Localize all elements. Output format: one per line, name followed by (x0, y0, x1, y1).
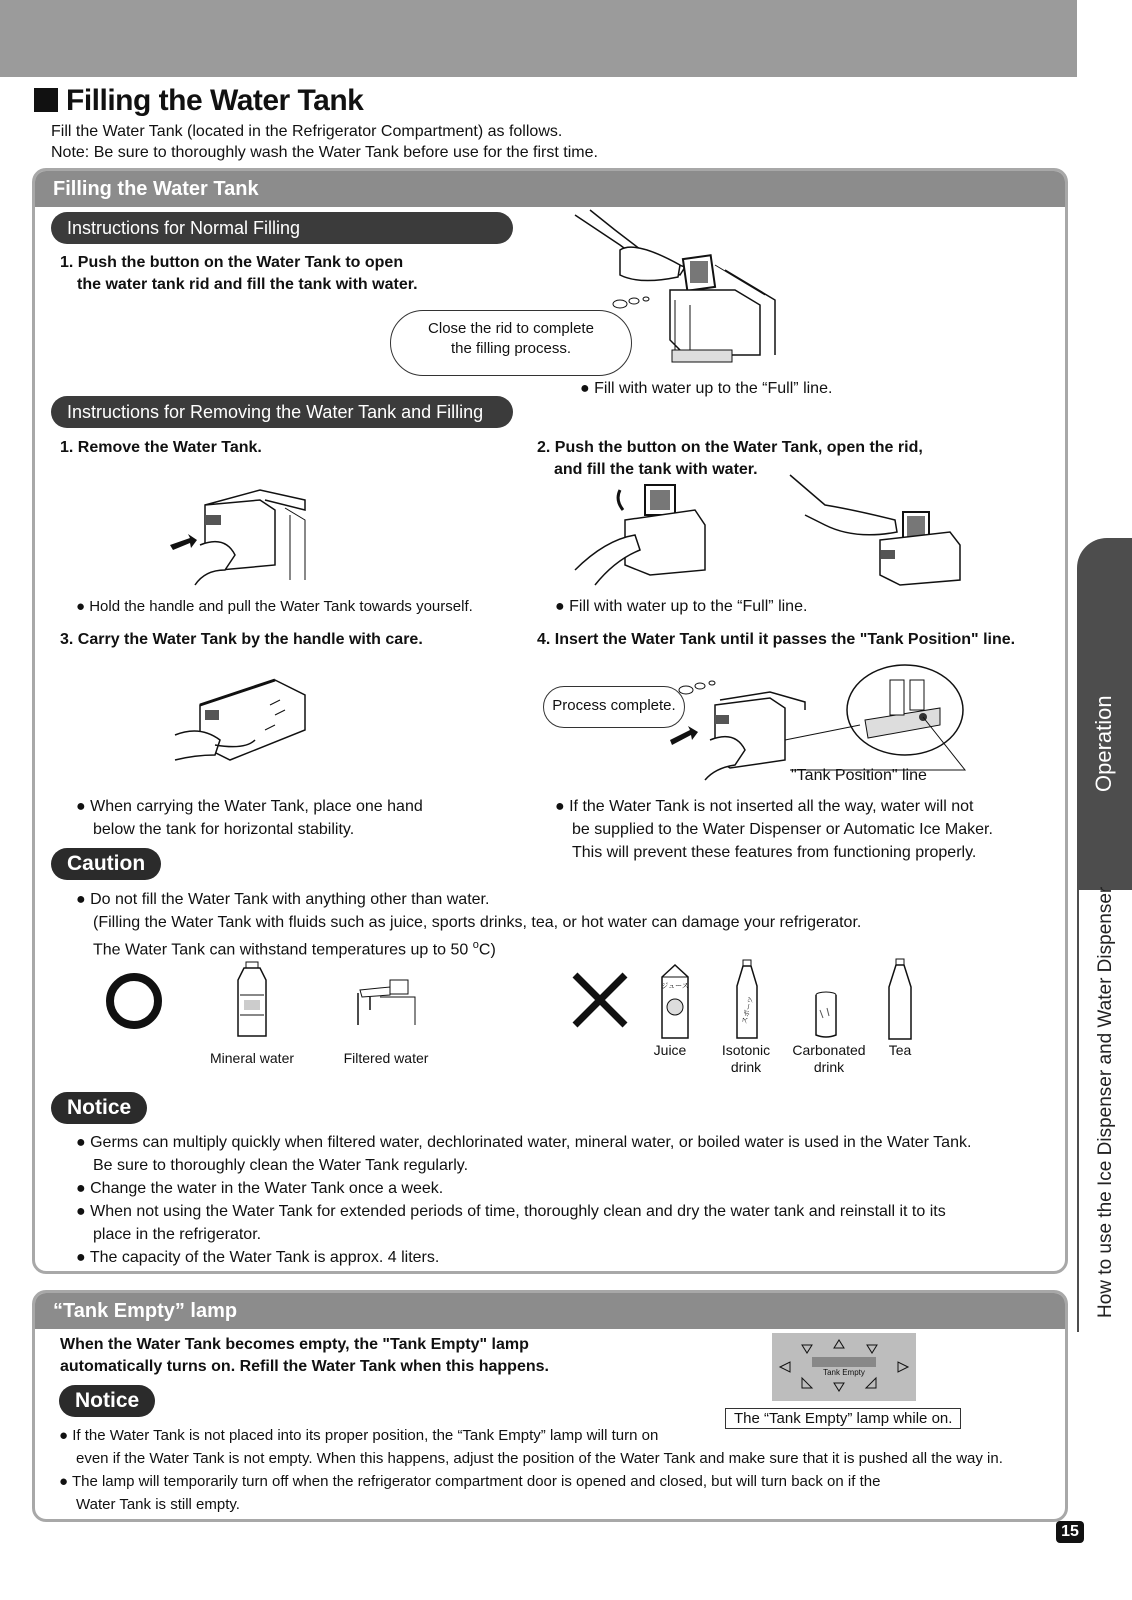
lamp-notice-bullet-2: ● The lamp will temporarily turn off when the refrigerator compartment door is opened and closed, but will turn back on if the (59, 1473, 881, 1490)
square-bullet-icon (34, 88, 58, 112)
isotonic-bottle-text: スポーツ (740, 995, 756, 1025)
notice-bullet-3: ● When not using the Water Tank for extended periods of time, thoroughly clean and dry the water tank and reinstall it to its (76, 1203, 946, 1220)
removing-heading: Instructions for Removing the Water Tank and Filling (51, 396, 513, 428)
notice-bullet-1: ● Germs can multiply quickly when filtered water, dechlorinated water, mineral water, or boiled water is used in the Water Tank. (76, 1134, 972, 1151)
normal-filling-heading: Instructions for Normal Filling (51, 212, 513, 244)
remove-step-4: 4. Insert the Water Tank until it passes the "Tank Position" line. (537, 631, 1016, 648)
step-4-note-line2: be supplied to the Water Dispenser or Automatic Ice Maker. (572, 821, 993, 838)
caution-line1: ● Do not fill the Water Tank with anything other than water. (76, 891, 490, 908)
normal-step-1 (60, 252, 418, 296)
intro-note: Note: Be sure to thoroughly wash the Water Tank before use for the first time. (51, 144, 598, 161)
ng-item-label (786, 1042, 872, 1076)
caution-line3-unit: C) (478, 941, 496, 959)
notice-bullet-4: ● The capacity of the Water Tank is approx. 4 liters. (76, 1249, 440, 1266)
normal-fill-note: ● Fill with water up to the “Full” line. (580, 380, 833, 397)
lamp-notice-tag: Notice (59, 1385, 155, 1417)
filling-panel-header: Filling the Water Tank (35, 171, 1065, 207)
cloud-line1: Close the rid to complete (428, 320, 594, 337)
remove-step-1: 1. Remove the Water Tank. (60, 439, 262, 456)
ng-item-line2: drink (730, 1059, 762, 1075)
lamp-notice-bullet-2-cont: Water Tank is still empty. (76, 1496, 240, 1513)
degree-symbol: o (472, 939, 479, 951)
ok-item-label: Filtered water (343, 1050, 429, 1066)
lamp-intro-line2: automatically turns on. Refill the Water Tank when this happens. (60, 1358, 549, 1375)
lamp-arrows-icon (772, 1333, 916, 1401)
remove-step-2-line2: and fill the tank with water. (554, 461, 758, 478)
cloud-line2: the filling process. (450, 340, 572, 357)
ng-cross-icon (570, 970, 630, 1030)
side-tab-operation-text: Operation (1091, 695, 1116, 792)
notice-list (76, 1131, 1041, 1269)
mineral-water-bottle-icon (232, 960, 272, 1040)
remove-step-3-note (76, 795, 423, 841)
caution-line2: (Filling the Water Tank with fluids such as juice, sports drinks, tea, or hot water can damage your refrigerator. (93, 914, 862, 931)
lamp-intro (60, 1334, 549, 1378)
tank-empty-lamp-text: Tank Empty (823, 1368, 865, 1377)
notice-tag: Notice (51, 1092, 147, 1124)
open-lid-illustration (575, 480, 715, 590)
juice-carton-icon (657, 962, 693, 1042)
carry-tank-illustration (175, 670, 315, 780)
tea-bottle-icon (885, 957, 915, 1042)
remove-step-4-note (555, 795, 993, 864)
page-number: 15 (1056, 1521, 1084, 1543)
filtered-water-faucet-icon (350, 975, 420, 1030)
ng-item-line2: drink (813, 1059, 845, 1075)
caution-tag: Caution (51, 848, 161, 880)
lamp-notice-bullet-1: ● If the Water Tank is not placed into its proper position, the “Tank Empty” lamp will turn on (59, 1427, 659, 1444)
notice-bullet-3-cont: place in the refrigerator. (93, 1226, 262, 1243)
tank-position-label: "Tank Position" line (791, 767, 927, 784)
lamp-caption: The “Tank Empty” lamp while on. (725, 1408, 961, 1429)
tank-empty-lamp-display (772, 1333, 916, 1401)
intro-text (51, 121, 598, 163)
pour-water-illustration (785, 470, 965, 590)
lamp-notice-bullet-1-cont: even if the Water Tank is not empty. When this happens, adjust the position of the Water Tank and make sure that it is pushed all the way in. (76, 1450, 1003, 1467)
side-tab-operation (1077, 538, 1132, 890)
normal-step-1-line2: the water tank rid and fill the tank with water. (77, 276, 418, 293)
ng-item-line1: Isotonic (721, 1042, 771, 1058)
ng-item-label (640, 1042, 700, 1059)
isotonic-drink-bottle-icon (732, 958, 762, 1042)
process-complete-bubble: Process complete. (543, 686, 685, 728)
lamp-notice-list (59, 1424, 1049, 1516)
ng-item-label (712, 1042, 780, 1076)
side-tab-section-text: How to use the Ice Dispenser and Water Dispenser (1095, 886, 1116, 1318)
tank-empty-panel-header: “Tank Empty” lamp (35, 1293, 1065, 1329)
notice-bullet-2: ● Change the water in the Water Tank once a week. (76, 1180, 444, 1197)
remove-step-2-note: ● Fill with water up to the “Full” line. (555, 598, 808, 615)
side-tab-section (1077, 886, 1132, 1332)
step-3-note-line1: ● When carrying the Water Tank, place one hand (76, 798, 423, 815)
remove-step-1-note: ● Hold the handle and pull the Water Tank towards yourself. (76, 598, 473, 615)
carbonated-drink-can-icon (813, 990, 839, 1040)
juice-carton-text: ジュース (661, 982, 689, 990)
ng-item-line1: Tea (888, 1042, 912, 1058)
ok-circle-icon (103, 970, 165, 1032)
top-banner (0, 0, 1077, 77)
ok-item-label: Mineral water (209, 1050, 295, 1066)
ng-item-line1: Juice (653, 1042, 687, 1058)
ng-item-label (880, 1042, 920, 1059)
intro-line: Fill the Water Tank (located in the Refrigerator Compartment) as follows. (51, 123, 563, 140)
remove-step-3: 3. Carry the Water Tank by the handle with care. (60, 631, 423, 648)
remove-tank-illustration (165, 470, 315, 590)
page-title (34, 84, 363, 118)
normal-step-1-line1: 1. Push the button on the Water Tank to open (60, 254, 404, 271)
lamp-intro-line1: When the Water Tank becomes empty, the "Tank Empty" lamp (60, 1336, 529, 1353)
step-3-note-line2: below the tank for horizontal stability. (93, 821, 355, 838)
caution-text (76, 888, 861, 961)
close-lid-thought-bubble (390, 310, 632, 376)
ng-item-line1: Carbonated (792, 1042, 866, 1058)
thought-dots-icon (610, 292, 660, 312)
notice-bullet-1-cont: Be sure to thoroughly clean the Water Tank regularly. (93, 1157, 469, 1174)
step-4-note-line1: ● If the Water Tank is not inserted all the way, water will not (555, 798, 974, 815)
remove-step-2-line1: 2. Push the button on the Water Tank, open the rid, (537, 439, 923, 456)
step-4-note-line3: This will prevent these features from functioning properly. (572, 844, 977, 861)
caution-line3-text: The Water Tank can withstand temperatures up to 50 (93, 941, 473, 959)
page-title-text: Filling the Water Tank (66, 84, 364, 117)
